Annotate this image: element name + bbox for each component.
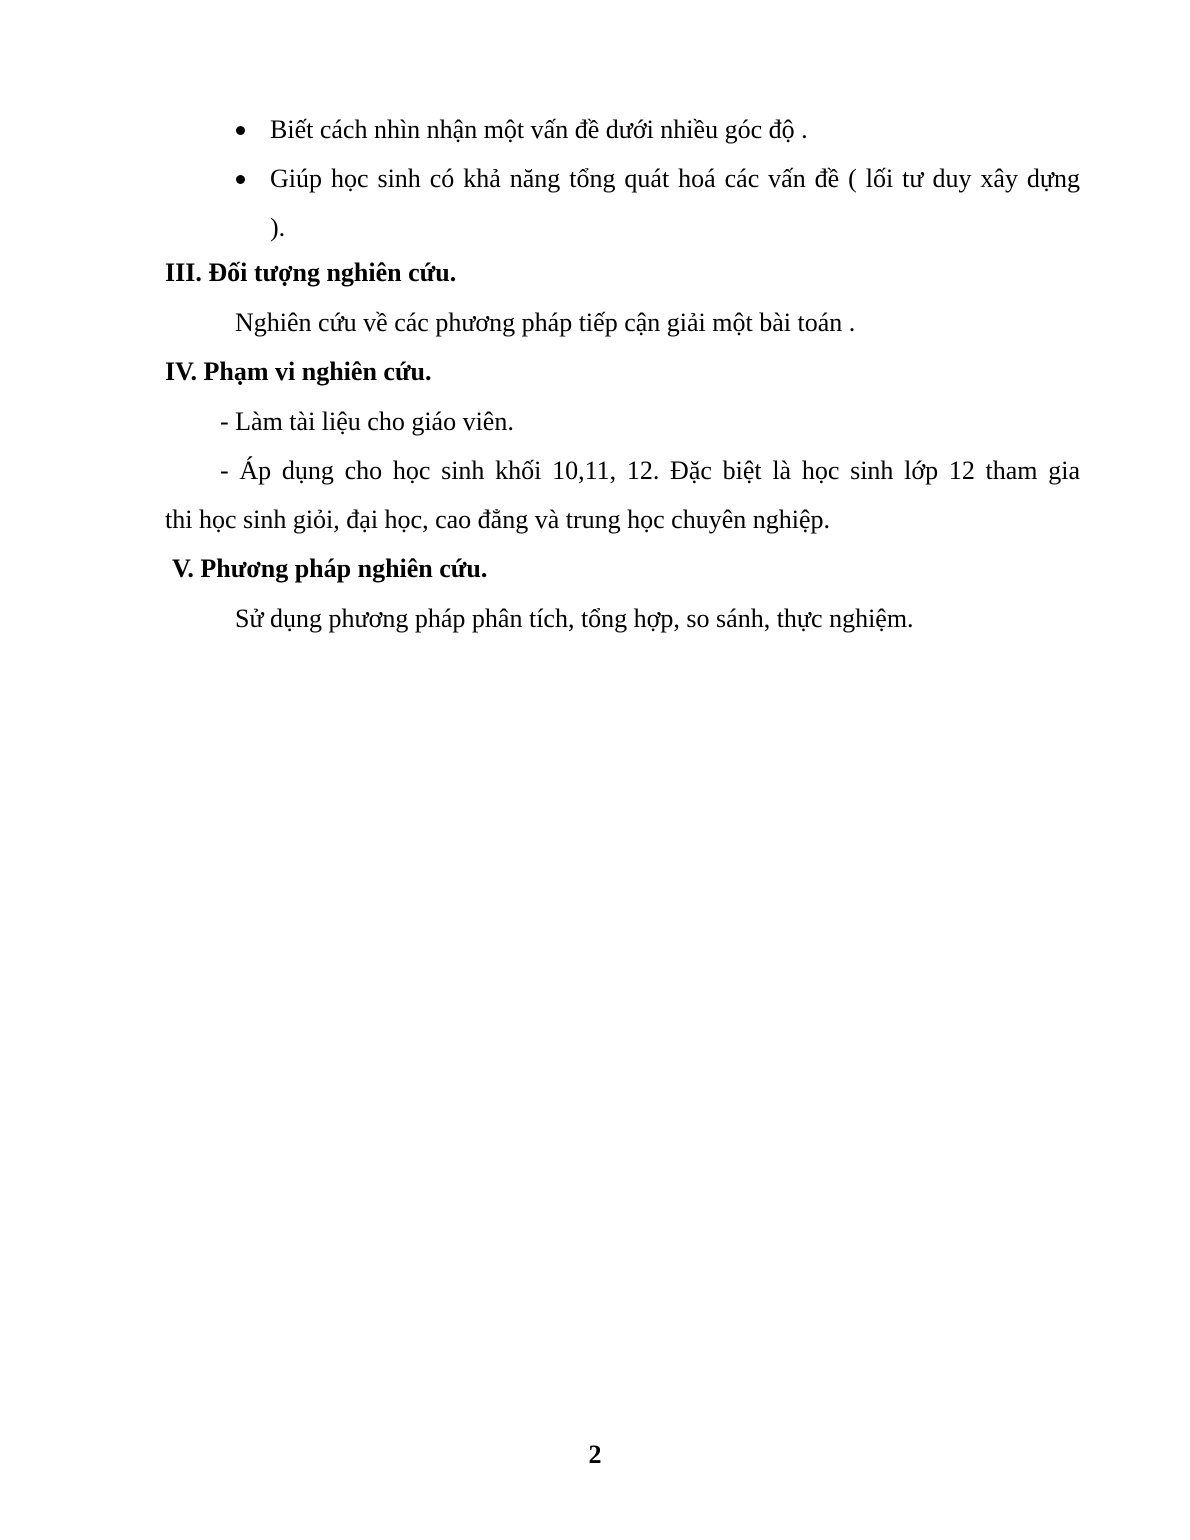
section-4-item-2-line-2: thi học sinh giỏi, đại học, cao đẳng và trung học chuyên nghiệp. bbox=[165, 505, 831, 534]
section-4-item-2-line-1: - Áp dụng cho học sinh khối 10,11, 12. Đặc biệt là học sinh lớp 12 tham gia bbox=[220, 456, 1080, 485]
bullet-item-1: Biết cách nhìn nhận một vấn đề dưới nhiều góc độ . bbox=[270, 115, 808, 144]
section-4-heading: IV. Phạm vi nghiên cứu. bbox=[165, 357, 432, 386]
bullet-item-2-continuation: ). bbox=[270, 213, 286, 242]
section-4-item-1: - Làm tài liệu cho giáo viên. bbox=[220, 407, 514, 436]
bullet-icon bbox=[236, 175, 245, 184]
bullet-icon bbox=[236, 126, 245, 135]
page-number: 2 bbox=[588, 1440, 602, 1469]
section-5-body: Sử dụng phương pháp phân tích, tổng hợp, so sánh, thực nghiệm. bbox=[235, 604, 914, 633]
section-3-heading: III. Đối tượng nghiên cứu. bbox=[165, 258, 457, 287]
section-5-heading: V. Phương pháp nghiên cứu. bbox=[172, 554, 488, 583]
section-3-body: Nghiên cứu về các phương pháp tiếp cận giải một bài toán . bbox=[235, 308, 856, 337]
bullet-item-2: Giúp học sinh có khả năng tổng quát hoá các vấn đề ( lối tư duy xây dựng bbox=[270, 164, 1080, 193]
